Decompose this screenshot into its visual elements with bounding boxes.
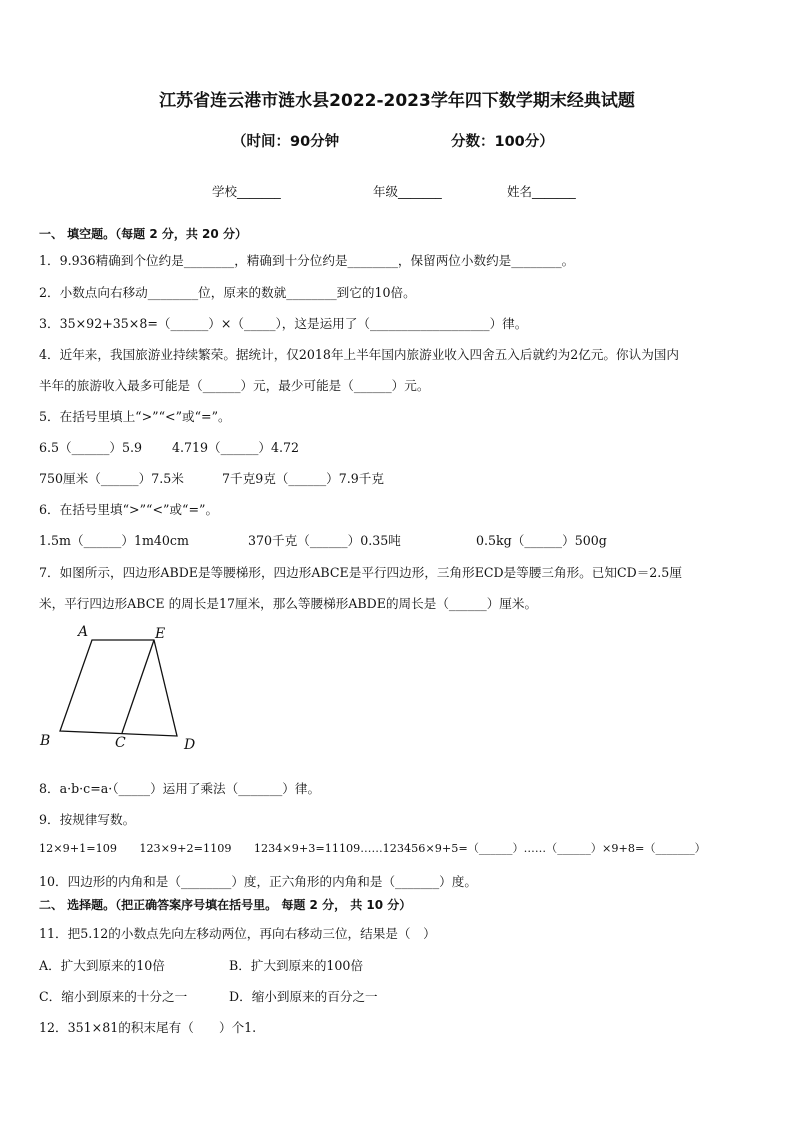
question-10: 10．四边形的内角和是（________）度，正六角形的内角和是（_______）度。 — [39, 874, 477, 889]
question-7-line-1: 7．如图所示，四边形ABDE是等腰梯形，四边形ABCE是平行四边形，三角形ECD是等腰三角形。已知CD＝2.5厘 — [39, 565, 682, 580]
question-5-b: 4.719（______）4.72 — [172, 440, 300, 455]
question-7-line-2: 米，平行四边形ABCE 的周长是17厘米，那么等腰梯形ABDE的周长是（______）厘米。 — [39, 596, 538, 611]
section-1-heading: 一、 填空题。（每题 2 分，共 20 分） — [39, 227, 247, 241]
name-field: 姓名_______ — [507, 184, 576, 199]
school-field: 学校_______ — [212, 184, 281, 199]
question-5-a: 6.5（______）5.9 — [39, 440, 143, 455]
question-3: 3．35×92+35×8=（______）×（_____），这是运用了（___________________）律。 — [39, 316, 528, 331]
question-6-a: 1.5m（______）1m40cm — [39, 533, 189, 548]
exam-score: 分数：100分） — [451, 134, 554, 150]
grade-field: 年级_______ — [373, 184, 442, 199]
question-6-c: 0.5kg（______）500g — [476, 533, 607, 548]
exam-time: （时间：90分钟 — [232, 134, 340, 150]
question-9: 9．按规律写数。 — [39, 812, 136, 827]
section-2-heading: 二、 选择题。（把正确答案序号填在括号里。 每题 2 分， 共 10 分） — [39, 898, 412, 912]
question-9-sequence: 12×9+1=109 123×9+2=1109 1234×9+3=11109……123456×9+5=（______）……（______）×9+8=（_______） — [39, 842, 706, 855]
exam-title: 江苏省连云港市涟水县2022-2023学年四下数学期末经典试题 — [159, 91, 635, 111]
question-5-d: 7千克9克（______）7.9千克 — [222, 471, 384, 486]
question-11-option-a: A．扩大到原来的10倍 — [39, 958, 165, 973]
vertex-label-b: B — [40, 733, 51, 749]
question-11-option-c: C．缩小到原来的十分之一 — [39, 989, 188, 1004]
question-8: 8．a·b·c=a·（_____）运用了乘法（_______）律。 — [39, 781, 321, 796]
question-1: 1．9.936精确到个位约是________，精确到十分位约是________，保留两位小数约是________。 — [39, 253, 575, 268]
question-6: 6．在括号里填“>”“<”或“=”。 — [39, 502, 219, 517]
question-12: 12．351×81的积末尾有（ ）个1. — [39, 1020, 257, 1035]
vertex-label-d: D — [184, 737, 196, 753]
segment-ec — [122, 640, 154, 733]
question-2: 2．小数点向右移动________位，原来的数就________到它的10倍。 — [39, 285, 416, 300]
question-11-option-d: D．缩小到原来的百分之一 — [229, 989, 378, 1004]
question-4-line-2: 半年的旅游收入最多可能是（______）元，最少可能是（______）元。 — [39, 378, 430, 393]
question-11-option-b: B．扩大到原来的100倍 — [229, 958, 364, 973]
trapezoid-outline — [60, 640, 177, 736]
vertex-label-a: A — [78, 624, 89, 640]
question-4-line-1: 4．近年来，我国旅游业持续繁荣。据统计，仅2018年上半年国内旅游业收入四舍五入后就约为2亿元。你认为国内 — [39, 347, 679, 362]
question-5-c: 750厘米（______）7.5米 — [39, 471, 184, 486]
vertex-label-e: E — [155, 626, 166, 642]
question-11: 11．把5.12的小数点先向左移动两位，再向右移动三位，结果是（ ） — [39, 926, 436, 941]
question-5: 5．在括号里填上“>”“<”或“=”。 — [39, 409, 231, 424]
question-6-b: 370千克（______）0.35吨 — [248, 533, 401, 548]
vertex-label-c: C — [115, 735, 126, 751]
